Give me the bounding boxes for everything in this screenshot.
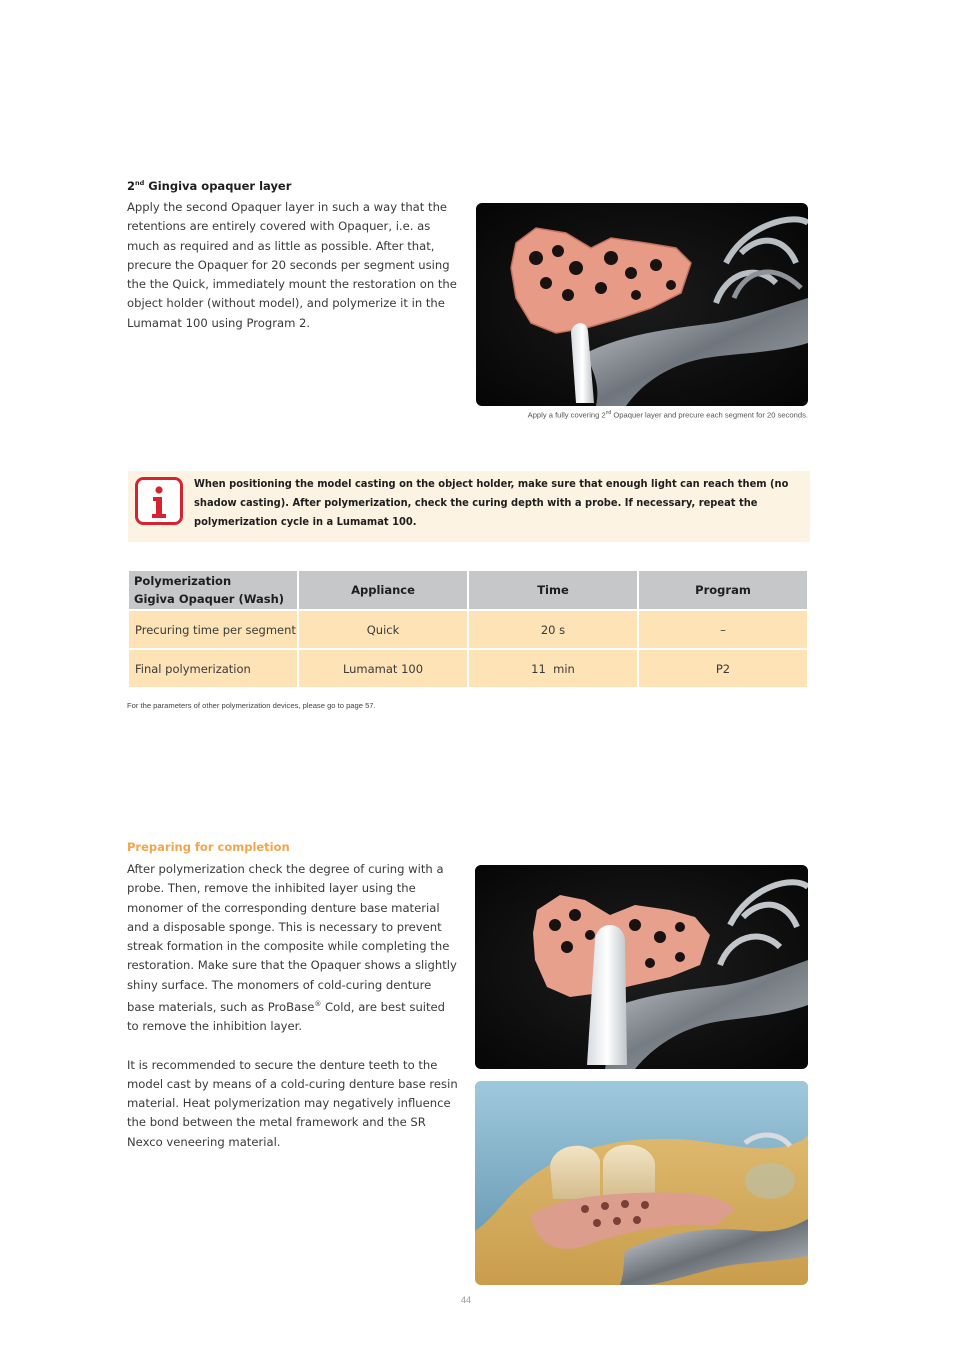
- para1-part-a: After polymerization check the degree of curing with a probe. Then, remove the inhibited layer using the monomer of the corresponding denture base material and a disposable sponge. This is necessary to prevent streak formation in the composite while completing the restoration. Make sure that the Opaquer shows a slightly shiny surface. The monomers of cold-curing denture base materials, such as ProBase: [127, 862, 457, 1014]
- table-footnote: For the parameters of other polymerization devices, please go to page 57.: [127, 701, 376, 710]
- section2-paragraph-1: [127, 860, 460, 1037]
- row-time: 11 min: [469, 650, 637, 687]
- table-header-row: [129, 571, 807, 609]
- header-line-2: Gigiva Opaquer (Wash): [134, 592, 285, 606]
- caption-part-a: Apply a fully covering 2: [527, 410, 606, 420]
- section2-body: [127, 860, 460, 1152]
- row-appliance: Quick: [299, 611, 467, 648]
- table-header-polymerization: [129, 571, 297, 609]
- heading-text: Gingiva opaquer layer: [144, 179, 292, 193]
- notice-text: When positioning the model casting on the object holder, make sure that enough light can reach them (no shadow casting). After polymerization, check the curing depth with a probe. If necessary, repeat the polymerization cycle in a Lumamat 100.: [194, 477, 789, 528]
- section-heading-preparing: Preparing for completion: [127, 840, 290, 854]
- row-appliance: Lumamat 100: [299, 650, 467, 687]
- photo-caption: [528, 410, 808, 420]
- row-label: Final polymerization: [129, 650, 297, 687]
- section2-paragraph-2: It is recommended to secure the denture teeth to the model cast by means of a cold-curing denture base resin material. Heat polymerization may negatively influence the bond between the metal framework and the SR Nexco veneering material.: [127, 1057, 458, 1149]
- photo-opaquer-application: [476, 203, 808, 406]
- caption-superscript: nd: [605, 410, 612, 416]
- photo-model-cast-teeth: [475, 1081, 808, 1285]
- polymerization-table: [127, 569, 809, 689]
- caption-part-b: Opaquer layer and precure each segment for 20 seconds.: [611, 410, 808, 420]
- row-program: –: [639, 611, 807, 648]
- header-line-1: Polymerization: [134, 574, 232, 588]
- para1-part-b: Cold, are best suited to remove the inhibition layer.: [127, 999, 446, 1034]
- table-row: [129, 611, 807, 648]
- table-header-time: Time: [469, 571, 637, 609]
- heading-ordinal: 2: [127, 179, 136, 193]
- photo-sponge-cleaning: [475, 865, 808, 1069]
- row-program: P2: [639, 650, 807, 687]
- table-header-program: Program: [639, 571, 807, 609]
- table-row: [129, 650, 807, 687]
- heading-superscript: nd: [135, 179, 145, 188]
- page-number: 44: [461, 1295, 472, 1305]
- section1-body: [127, 198, 460, 333]
- row-time: 20 s: [469, 611, 637, 648]
- section1-paragraph: Apply the second Opaquer layer in such a way that the retentions are entirely covered with Opaquer, i.e. as much as required and as little as possible. After that, precure the Opaquer for 20 seconds per segment using the the Quick, immediately mount the restoration on the object holder (without model), and polymerize it in the Lumamat 100 using Program 2.: [127, 200, 457, 330]
- notice-box: [128, 471, 810, 542]
- section-heading-gingiva-opaquer: [127, 179, 291, 193]
- row-label: Precuring time per segment: [129, 611, 297, 648]
- info-icon: [135, 477, 183, 525]
- registered-mark: ®: [314, 1000, 322, 1009]
- table-header-appliance: Appliance: [299, 571, 467, 609]
